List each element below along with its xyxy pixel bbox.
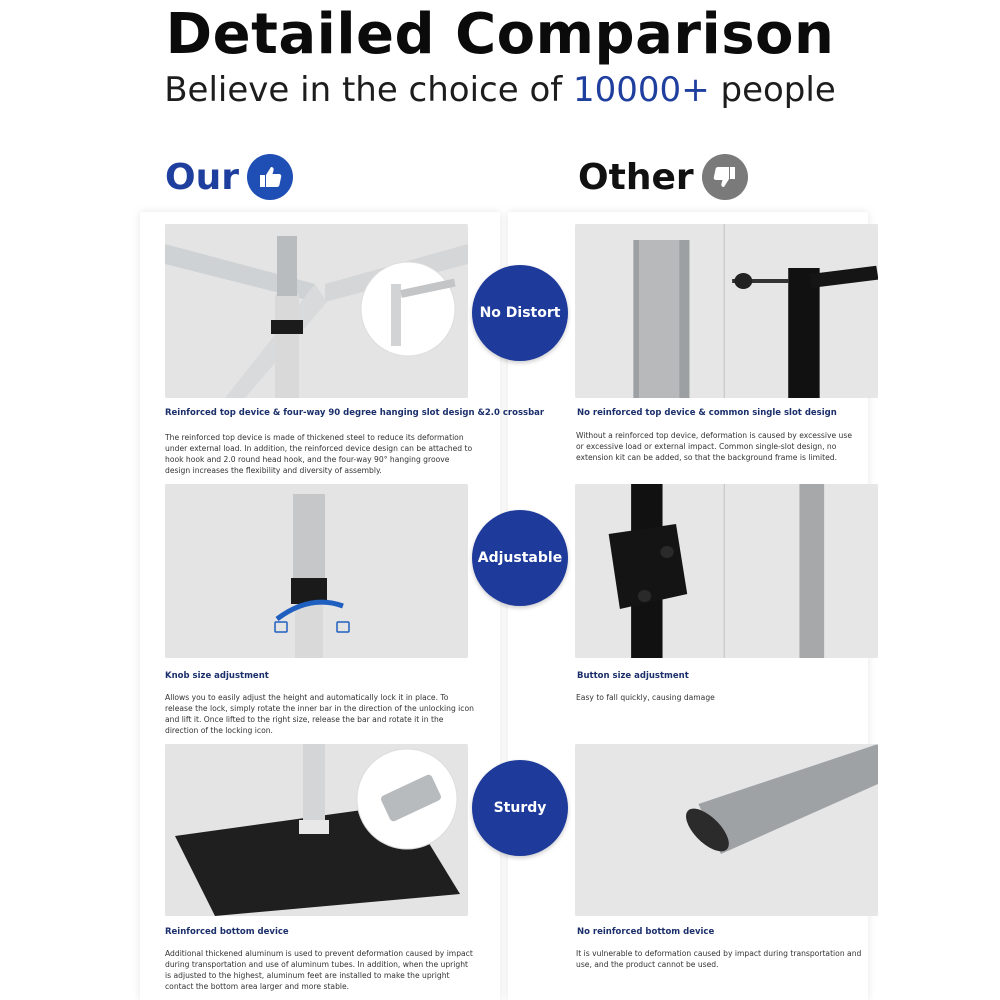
badge-adjustable: Adjustable	[472, 510, 568, 606]
badge-sturdy: Sturdy	[472, 760, 568, 856]
our-caption-bottom: Reinforced bottom device	[165, 927, 289, 937]
thumbs-down-icon	[702, 154, 748, 200]
subtitle-highlight: 10000+	[573, 70, 710, 110]
our-text-bottom: Additional thickened aluminum is used to prevent deformation caused by impact during transportation and use of aluminum tubes. In addition, when the upright is adjusted to the highest, aluminum feet are installed to make the upright contact the bottom area larger and more stable.	[165, 949, 473, 991]
other-caption-bottom: No reinforced bottom device	[577, 927, 715, 937]
our-top-device-photo	[165, 224, 468, 398]
our-heading	[165, 154, 293, 200]
badge-no-distort: No Distort	[472, 265, 568, 361]
thumbs-up-icon	[247, 154, 293, 200]
subtitle-suffix: people	[709, 70, 836, 110]
other-caption-top-device: No reinforced top device & common single slot design	[577, 408, 837, 418]
page-subtitle	[0, 70, 1000, 110]
other-heading	[578, 154, 748, 200]
our-text-knob: Allows you to easily adjust the height and automatically lock it in place. To release the lock, simply rotate the inner bar in the direction of the unlocking icon and lift it. Once lifted to the right size, release the bar and rotate it in the direction of the locking icon.	[165, 693, 474, 735]
other-caption-button: Button size adjustment	[577, 671, 689, 681]
other-heading-label: Other	[578, 156, 694, 198]
our-bottom-device-photo	[165, 744, 468, 916]
our-heading-label: Our	[165, 156, 239, 198]
other-text-bottom: It is vulnerable to deformation caused by impact during transportation and use, and the product cannot be used.	[576, 949, 862, 969]
our-caption-top-device: Reinforced top device & four-way 90 degree hanging slot design &2.0 crossbar	[165, 408, 545, 418]
other-text-top-device: Without a reinforced top device, deformation is caused by excessive use or excessive load or external impact. Common single-slot design, no extension kit can be added, so that the background frame is limited.	[576, 431, 853, 462]
our-caption-knob: Knob size adjustment	[165, 671, 269, 681]
our-knob-adjust-photo	[165, 484, 468, 658]
other-top-device-photo	[575, 224, 878, 398]
other-button-adjust-photo	[575, 484, 878, 658]
our-text-top-device: The reinforced top device is made of thickened steel to reduce its deformation under external load. In addition, the reinforced device design can be attached to hook hook and 2.0 round head hook, and the four-way 90° hanging groove design increases the flexibility and diversity of assembly.	[165, 433, 473, 475]
other-bottom-device-photo	[575, 744, 878, 916]
subtitle-prefix: Believe in the choice of	[164, 70, 574, 110]
other-text-button: Easy to fall quickly, causing damage	[576, 693, 715, 702]
page-title: Detailed Comparison	[165, 2, 835, 67]
